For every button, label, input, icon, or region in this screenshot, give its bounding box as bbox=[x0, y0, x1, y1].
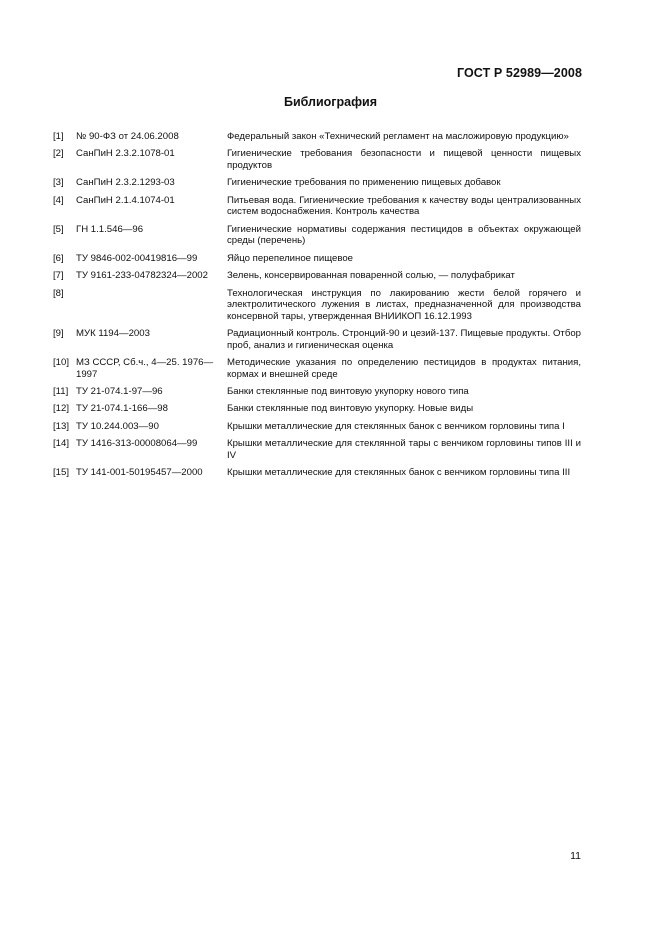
entry-description: Крышки металлические для стеклянной тары с венчиком горловины типов III и IV bbox=[227, 438, 581, 461]
entry-number: [9] bbox=[53, 328, 64, 340]
page-title: Библиография bbox=[283, 95, 378, 109]
entry-description: Технологическая инструкция по лакированию жести белой горячего и электролитического лужения в листах, предназначенной для производства консервной тары, утвержденная ВНИИКОП 16.12.1993 bbox=[227, 287, 581, 322]
entry-description: Яйцо перепелиное пищевое bbox=[227, 252, 354, 264]
bibliography-entry bbox=[53, 131, 581, 143]
entry-description: Федеральный закон «Технический регламент на масложировую продукцию» bbox=[227, 131, 569, 142]
entry-description: Зелень, консервированная поваренной солью, — полуфабрикат bbox=[227, 270, 515, 282]
bibliography-entry bbox=[53, 148, 581, 171]
entry-reference: СанПиН 2.3.2.1078-01 bbox=[76, 148, 175, 160]
bibliography-entry bbox=[53, 270, 581, 282]
entry-number: [1] bbox=[53, 131, 64, 142]
entry-number: [6] bbox=[53, 252, 64, 264]
bibliography-entry bbox=[53, 288, 581, 323]
entry-reference: ТУ 9846-002-00419816—99 bbox=[76, 252, 198, 264]
entry-description: Банки стеклянные под винтовую укупорку. Новые виды bbox=[227, 403, 474, 415]
entry-number: [10] bbox=[53, 357, 70, 369]
entry-description: Гигиенические требования безопасности и пищевой ценности пищевых продуктов bbox=[227, 148, 581, 171]
page-number: 11 bbox=[570, 850, 581, 862]
bibliography-entry bbox=[53, 357, 581, 380]
entry-number: [2] bbox=[53, 148, 64, 160]
entry-reference: МЗ СССР, Сб.ч., 4—25. 1976—1997 bbox=[76, 357, 214, 380]
entry-number: [4] bbox=[53, 194, 64, 206]
bibliography-entry bbox=[53, 467, 581, 479]
entry-number: [11] bbox=[53, 386, 69, 398]
entry-reference: ГН 1.1.546—96 bbox=[76, 223, 144, 235]
entry-reference: ТУ 1416-313-00008064—99 bbox=[76, 438, 198, 450]
entry-number: [13] bbox=[53, 420, 70, 432]
entry-reference: № 90-ФЗ от 24.06.2008 bbox=[76, 131, 179, 142]
entry-description: Радиационный контроль. Стронций-90 и цезий-137. Пищевые продукты. Отбор проб, анализ и гигиеническая оценка bbox=[227, 328, 581, 351]
entry-reference: ТУ 10.244.003—90 bbox=[76, 420, 159, 432]
bibliography-entry bbox=[53, 421, 581, 433]
entry-number: [8] bbox=[53, 287, 64, 299]
entry-reference: МУК 1194—2003 bbox=[76, 328, 150, 340]
bibliography-entry bbox=[53, 224, 581, 247]
entry-number: [3] bbox=[53, 177, 64, 189]
entry-number: [5] bbox=[53, 223, 64, 235]
bibliography-entry bbox=[53, 386, 581, 398]
entry-description: Крышки металлические для стеклянных банок с венчиком горловины типа I bbox=[227, 420, 565, 432]
entry-description: Питьевая вода. Гигиенические требования к качеству воды централизованных систем водоснабжения. Контроль качества bbox=[227, 194, 581, 218]
entry-description: Методические указания по определению пестицидов в продуктах питания, кормах и внешней среде bbox=[227, 357, 581, 380]
document-code: ГОСТ Р 52989—2008 bbox=[456, 66, 582, 80]
bibliography-list bbox=[53, 131, 581, 485]
entry-number: [7] bbox=[53, 270, 64, 282]
bibliography-entry bbox=[53, 177, 581, 189]
entry-description: Гигиенические требования по применению пищевых добавок bbox=[227, 177, 501, 189]
entry-reference: СанПиН 2.3.2.1293-03 bbox=[76, 177, 175, 189]
entry-description: Гигиенические нормативы содержания пестицидов в объектах окружающей среды (перечень) bbox=[227, 223, 581, 247]
entry-reference: ТУ 141-001-50195457—2000 bbox=[76, 467, 203, 479]
entry-reference: ТУ 21-074.1-166—98 bbox=[76, 403, 168, 415]
entry-reference: СанПиН 2.1.4.1074-01 bbox=[76, 194, 175, 206]
entry-reference: ТУ 9161-233-04782324—2002 bbox=[76, 270, 208, 282]
entry-number: [12] bbox=[53, 403, 70, 415]
entry-number: [15] bbox=[53, 467, 70, 479]
bibliography-entry bbox=[53, 438, 581, 461]
bibliography-entry bbox=[53, 403, 581, 415]
bibliography-entry bbox=[53, 253, 581, 265]
entry-reference: ТУ 21-074.1-97—96 bbox=[76, 386, 163, 398]
entry-description: Банки стеклянные под винтовую укупорку нового типа bbox=[227, 386, 469, 398]
bibliography-entry bbox=[53, 195, 581, 218]
bibliography-entry bbox=[53, 328, 581, 351]
entry-number: [14] bbox=[53, 438, 70, 450]
entry-reference bbox=[75, 288, 226, 323]
entry-description: Крышки металлические для стеклянных банок с венчиком горловины типа III bbox=[227, 467, 571, 479]
